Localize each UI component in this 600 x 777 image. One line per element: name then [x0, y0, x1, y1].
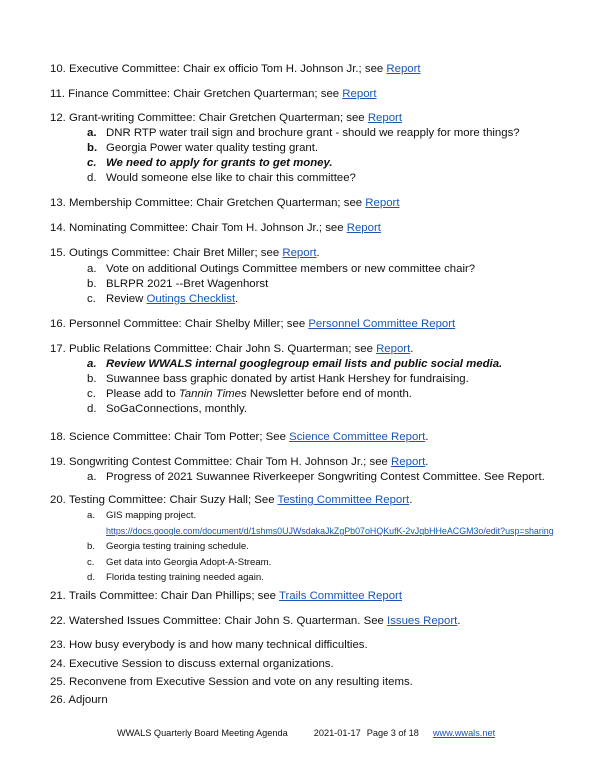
- item-text: Adjourn: [68, 694, 108, 706]
- trailing-period: .: [425, 456, 429, 468]
- gis-doc-link[interactable]: https://docs.google.com/document/d/1shms0UJWsdakaJkZgPb07oHQKufK-2vJqbHHeACGM3o/edit?usp=sharing: [106, 526, 554, 536]
- item-number: 19.: [50, 456, 66, 468]
- item-number: 15.: [50, 247, 66, 259]
- agenda-item-12: [50, 111, 402, 125]
- sub-marker: b.: [87, 373, 97, 385]
- trails-report-link[interactable]: Trails Committee Report: [278, 590, 402, 602]
- item-number: 18.: [50, 431, 66, 443]
- sub-text: BLRPR 2021 --Bret Wagenhorst: [106, 278, 269, 290]
- sub-text: Review WWALS internal googlegroup email lists and public social media.: [106, 358, 503, 370]
- sub-text: Georgia testing training schedule.: [106, 541, 249, 552]
- sub-text: Vote on additional Outings Committee members or new committee chair?: [106, 263, 476, 275]
- trailing-period: .: [235, 293, 239, 305]
- sub-marker: d.: [87, 572, 96, 583]
- sub-item: [87, 171, 356, 185]
- agenda-item-13: [50, 196, 400, 210]
- sub-marker: a.: [87, 510, 96, 521]
- sub-marker: b.: [87, 278, 97, 290]
- agenda-item-19: [50, 455, 428, 469]
- sub-text: Get data into Georgia Adopt-A-Stream.: [106, 557, 272, 568]
- sub-item: [106, 525, 554, 538]
- sub-text: SoGaConnections, monthly.: [106, 403, 247, 415]
- agenda-item-18: [50, 430, 428, 444]
- agenda-item-25: [50, 675, 413, 689]
- item-text: Public Relations Committee: Chair John S. Quarterman; see: [69, 343, 377, 355]
- item-text: Nominating Committee: Chair Tom H. Johnson Jr.; see: [69, 222, 347, 234]
- agenda-item-20: [50, 493, 412, 507]
- agenda-item-10: [50, 62, 421, 76]
- item-number: 20.: [50, 494, 66, 506]
- sub-marker: b.: [87, 541, 96, 552]
- sub-item: [87, 571, 264, 584]
- sub-marker: a.: [87, 358, 97, 370]
- report-link[interactable]: Report: [365, 197, 400, 209]
- sub-item: [87, 277, 269, 291]
- agenda-item-14: [50, 221, 381, 235]
- sub-item: [87, 372, 469, 386]
- item-text: Executive Committee: Chair ex officio Tom H. Johnson Jr.; see: [69, 63, 387, 75]
- trailing-period: .: [410, 343, 414, 355]
- footer-page: Page 3 of 18: [366, 728, 419, 738]
- trailing-period: .: [457, 615, 461, 627]
- item-text: Outings Committee: Chair Bret Miller; see: [69, 247, 283, 259]
- item-number: 22.: [50, 615, 66, 627]
- item-text: Finance Committee: Chair Gretchen Quarterman; see: [68, 88, 343, 100]
- report-link[interactable]: Report: [282, 247, 317, 259]
- sub-marker: d.: [87, 403, 97, 415]
- science-report-link[interactable]: Science Committee Report: [289, 431, 426, 443]
- sub-item: [87, 262, 476, 276]
- sub-text: Would someone else like to chair this committee?: [106, 172, 356, 184]
- sub-item: [87, 556, 272, 569]
- item-number: 10.: [50, 63, 66, 75]
- sub-item: [87, 387, 412, 401]
- issues-report-link[interactable]: Issues Report: [387, 615, 458, 627]
- report-link[interactable]: Report: [367, 112, 403, 124]
- sub-text: Please add to: [106, 388, 179, 400]
- item-text: Reconvene from Executive Session and vote on any resulting items.: [69, 676, 413, 688]
- sub-text: Georgia Power water quality testing grant.: [106, 142, 319, 154]
- trailing-period: .: [409, 494, 413, 506]
- item-text: Executive Session to discuss external organizations.: [69, 658, 334, 670]
- sub-text: DNR RTP water trail sign and brochure grant - should we reapply for more things?: [106, 127, 520, 139]
- agenda-item-15: [50, 246, 320, 260]
- outings-checklist-link[interactable]: Outings Checklist: [146, 293, 236, 305]
- sub-text: Progress of 2021 Suwannee Riverkeeper Songwriting Contest Committee. See Report.: [106, 471, 545, 483]
- item-number: 13.: [50, 197, 66, 209]
- agenda-item-23: [50, 638, 368, 652]
- page-footer: [117, 728, 495, 738]
- sub-item: [87, 402, 247, 416]
- sub-item: [87, 470, 545, 484]
- sub-text-end: Newsletter before end of month.: [246, 388, 412, 400]
- sub-item: [87, 540, 249, 553]
- item-number: 16.: [50, 318, 66, 330]
- sub-marker: d.: [87, 172, 97, 184]
- sub-item: [87, 509, 197, 522]
- trailing-period: .: [316, 247, 320, 259]
- sub-item: [87, 156, 333, 170]
- sub-marker: c.: [87, 157, 97, 169]
- sub-text: Review: [106, 293, 147, 305]
- sub-marker: a.: [87, 471, 97, 483]
- agenda-item-17: [50, 342, 413, 356]
- item-text: Grant-writing Committee: Chair Gretchen Quarterman; see: [69, 112, 368, 124]
- sub-item: [87, 126, 520, 140]
- item-number: 24.: [50, 658, 66, 670]
- item-text: Songwriting Contest Committee: Chair Tom H. Johnson Jr.; see: [69, 456, 392, 468]
- sub-marker: b.: [87, 142, 98, 154]
- item-text: How busy everybody is and how many technical difficulties.: [69, 639, 368, 651]
- footer-title: WWALS Quarterly Board Meeting Agenda: [117, 728, 288, 738]
- agenda-item-24: [50, 657, 334, 671]
- sub-marker: a.: [87, 263, 97, 275]
- item-number: 17.: [50, 343, 66, 355]
- agenda-item-11: [50, 87, 377, 101]
- item-text: Membership Committee: Chair Gretchen Quarterman; see: [69, 197, 366, 209]
- item-text: Trails Committee: Chair Dan Phillips; see: [68, 590, 279, 602]
- report-link[interactable]: Report: [346, 222, 381, 234]
- item-number: 21.: [50, 590, 66, 602]
- footer-date: 2021-01-17: [313, 728, 361, 738]
- report-link[interactable]: Report: [391, 456, 426, 468]
- item-number: 14.: [50, 222, 66, 234]
- footer-site-link[interactable]: www.wwals.net: [432, 728, 496, 738]
- item-number: 12.: [50, 112, 66, 124]
- testing-report-link[interactable]: Testing Committee Report: [277, 494, 410, 506]
- item-text: Watershed Issues Committee: Chair John S. Quarterman. See: [69, 615, 388, 627]
- sub-marker: a.: [87, 127, 97, 139]
- sub-item: [87, 141, 319, 155]
- sub-marker: c.: [87, 293, 96, 305]
- item-number: 26.: [50, 694, 66, 706]
- sub-item: [87, 357, 503, 371]
- report-link[interactable]: Report: [342, 88, 377, 100]
- item-text: Testing Committee: Chair Suzy Hall; See: [68, 494, 278, 506]
- sub-text: Suwannee bass graphic donated by artist Hank Hershey for fundraising.: [106, 373, 469, 385]
- report-link[interactable]: Report: [386, 63, 421, 75]
- personnel-report-link[interactable]: Personnel Committee Report: [308, 318, 456, 330]
- report-link[interactable]: Report: [376, 343, 411, 355]
- agenda-item-21: [50, 589, 402, 603]
- newsletter-title: Tannin Times: [178, 388, 247, 400]
- sub-text: GIS mapping project.: [106, 510, 197, 521]
- sub-text: We need to apply for grants to get money.: [106, 157, 333, 169]
- agenda-item-16: [50, 317, 455, 331]
- sub-text: Florida testing training needed again.: [106, 572, 264, 583]
- item-text: Personnel Committee: Chair Shelby Miller; see: [69, 318, 309, 330]
- item-number: 25.: [50, 676, 66, 688]
- sub-marker: c.: [87, 388, 96, 400]
- item-number: 11.: [50, 88, 65, 100]
- agenda-item-22: [50, 614, 460, 628]
- trailing-period: .: [425, 431, 429, 443]
- item-number: 23.: [50, 639, 66, 651]
- sub-marker: c.: [87, 557, 95, 568]
- sub-item: [87, 292, 239, 306]
- agenda-item-26: [50, 693, 108, 707]
- item-text: Science Committee: Chair Tom Potter; See: [69, 431, 290, 443]
